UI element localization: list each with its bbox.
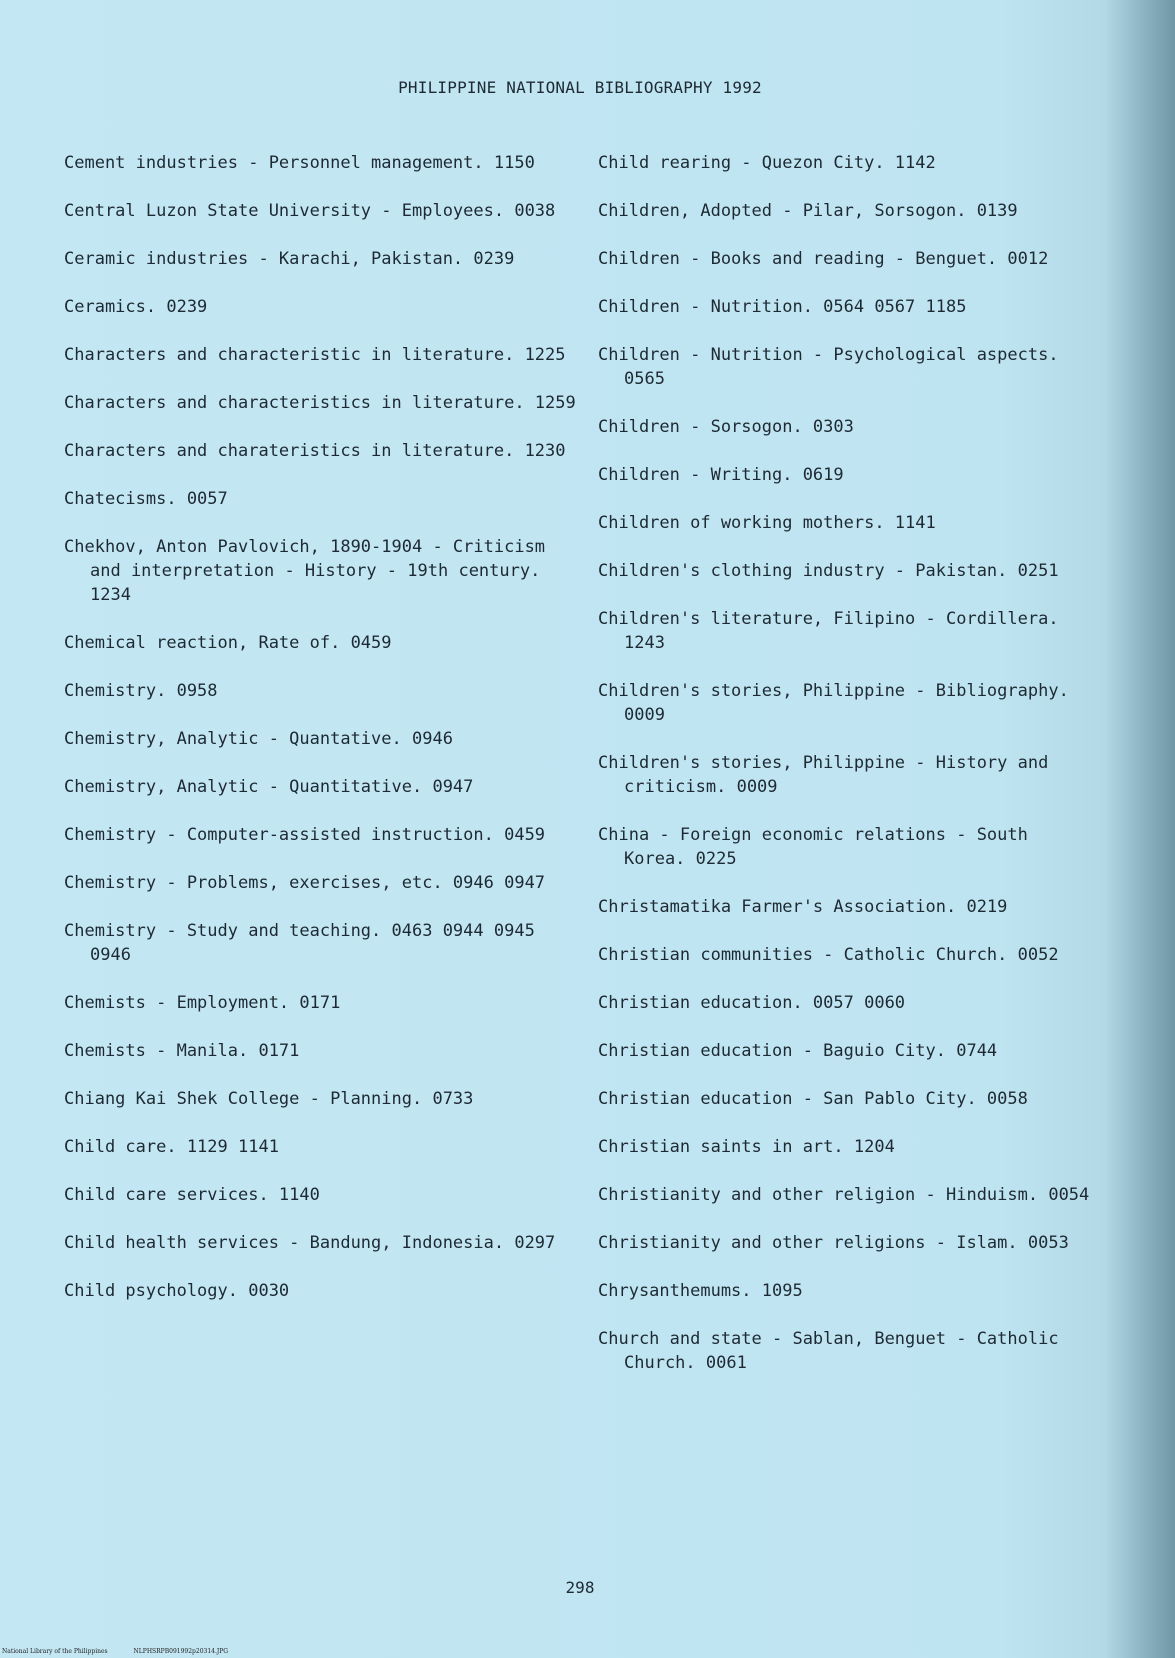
index-entry: Cement industries - Personnel management. 1150 (64, 153, 535, 173)
scan-footer (2, 1648, 252, 1655)
file-name: NLPHSRPB091992p20314.JPG (133, 1648, 229, 1655)
index-entry: Child rearing - Quezon City. 1142 (598, 153, 936, 173)
index-entry: Children - Books and reading - Benguet. 0012 (598, 249, 1049, 269)
index-entry: Chatecisms. 0057 (64, 489, 228, 509)
index-entry: Children's stories, Philippine - History and criticism. 0009 (598, 753, 1059, 797)
index-entry: Chemistry. 0958 (64, 681, 218, 701)
index-entry: Chemistry - Problems, exercises, etc. 0946 0947 (64, 873, 546, 893)
index-entry: Children - Nutrition. 0564 0567 1185 (598, 297, 967, 317)
index-entry: Christamatika Farmer's Association. 0219 (598, 897, 1008, 917)
index-entry: Child psychology. 0030 (64, 1281, 290, 1301)
left-column (64, 151, 584, 1327)
index-entry: Ceramic industries - Karachi, Pakistan. 0239 (64, 249, 515, 269)
index-entry: Children - Nutrition - Psychological aspects. 0565 (598, 345, 1069, 389)
index-entry: Christianity and other religions - Islam. 0053 (598, 1233, 1069, 1253)
index-entry: Child care. 1129 1141 (64, 1137, 279, 1157)
index-entry: Children - Writing. 0619 (598, 465, 844, 485)
index-entry: Children - Sorsogon. 0303 (598, 417, 854, 437)
index-entry: Central Luzon State University - Employees. 0038 (64, 201, 556, 221)
index-entry: Chemists - Employment. 0171 (64, 993, 341, 1013)
index-entry: Christianity and other religion - Hinduism. 0054 (598, 1185, 1090, 1205)
index-entry: Children's literature, Filipino - Cordillera. 1243 (598, 609, 1069, 653)
index-entry: Children, Adopted - Pilar, Sorsogon. 0139 (598, 201, 1018, 221)
index-entry: Chemical reaction, Rate of. 0459 (64, 633, 392, 653)
library-credit: National Library of the Philippines (2, 1648, 108, 1655)
index-entry: Child care services. 1140 (64, 1185, 320, 1205)
index-entry: Chemistry - Study and teaching. 0463 0944 0945 0946 (64, 921, 546, 965)
index-entry: Characters and charateristics in literature. 1230 (64, 441, 566, 461)
index-entry: Chemistry - Computer-assisted instruction. 0459 (64, 825, 546, 845)
index-entry: Christian education - San Pablo City. 0058 (598, 1089, 1028, 1109)
index-entry: Children's clothing industry - Pakistan. 0251 (598, 561, 1059, 581)
page-number: 298 (565, 1578, 595, 1597)
index-entry: Characters and characteristics in literature. 1259 (64, 393, 576, 413)
page-header: PHILIPPINE NATIONAL BIBLIOGRAPHY 1992 (398, 78, 762, 97)
index-entry: Christian communities - Catholic Church. 0052 (598, 945, 1059, 965)
index-entry: Children of working mothers. 1141 (598, 513, 936, 533)
index-entry: Chemistry, Analytic - Quantitative. 0947 (64, 777, 474, 797)
index-entry: Chemistry, Analytic - Quantative. 0946 (64, 729, 453, 749)
index-entry: Christian education - Baguio City. 0744 (598, 1041, 998, 1061)
index-entry: Characters and characteristic in literature. 1225 (64, 345, 566, 365)
right-column (598, 151, 1098, 1399)
index-entry: Christian saints in art. 1204 (598, 1137, 895, 1157)
index-entry: Child health services - Bandung, Indonesia. 0297 (64, 1233, 556, 1253)
index-entry: Chekhov, Anton Pavlovich, 1890-1904 - Criticism and interpretation - History - 19th century. 1234 (64, 537, 556, 605)
index-entry: Chrysanthemums. 1095 (598, 1281, 803, 1301)
index-entry: Church and state - Sablan, Benguet - Catholic Church. 0061 (598, 1329, 1069, 1373)
index-entry: Children's stories, Philippine - Bibliography. 0009 (598, 681, 1080, 725)
index-entry: Chemists - Manila. 0171 (64, 1041, 300, 1061)
index-entry: Chiang Kai Shek College - Planning. 0733 (64, 1089, 474, 1109)
index-entry: Ceramics. 0239 (64, 297, 208, 317)
index-entry: China - Foreign economic relations - South Korea. 0225 (598, 825, 1039, 869)
index-entry: Christian education. 0057 0060 (598, 993, 906, 1013)
